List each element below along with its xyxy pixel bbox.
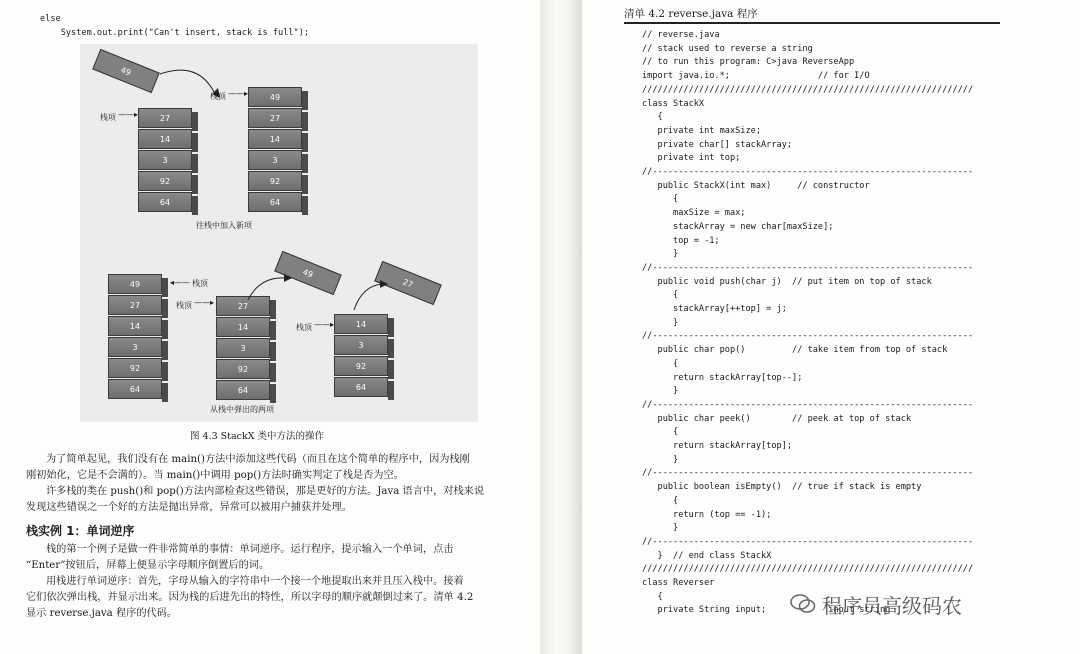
- section-heading: 栈实例 1：单词逆序: [26, 524, 135, 538]
- push-caption: 往栈中加入新项: [196, 221, 252, 230]
- stack-item: 14: [108, 316, 162, 336]
- code-line: // to run this program: C>java ReverseApp: [642, 57, 855, 68]
- push-arrow-icon: [140, 56, 230, 116]
- code-line: return stackArray[top--];: [642, 372, 803, 383]
- stack-item: 14: [216, 317, 270, 337]
- code-line: }: [642, 523, 679, 534]
- pointer-arrow-icon: ——▸: [228, 89, 249, 98]
- wechat-icon: [790, 594, 816, 614]
- code-line: {: [642, 112, 663, 123]
- pop-arrow-icon: [348, 278, 398, 318]
- code-line: {: [642, 358, 679, 369]
- figure-caption: 图 4.3 StackX 类中方法的操作: [190, 431, 324, 442]
- code-line: {: [642, 194, 679, 205]
- stack-item: 49: [248, 87, 302, 107]
- code-line: class StackX: [642, 98, 705, 109]
- popped-item-block: 27: [374, 261, 442, 305]
- stack-item: 64: [334, 377, 388, 397]
- code-line: stackArray = new char[maxSize];: [642, 221, 834, 232]
- code-line: {: [642, 495, 679, 506]
- pop-arrow-icon: [240, 270, 300, 310]
- right-page: [582, 0, 1080, 654]
- stack-item: 27: [216, 296, 270, 316]
- code-line: {: [642, 290, 679, 301]
- stack-item: 14: [248, 129, 302, 149]
- pointer-arrow-icon: ◂——: [170, 278, 191, 287]
- watermark: 程序员高级码农: [822, 594, 962, 618]
- top-pointer-label: 栈顶: [296, 323, 312, 332]
- code-line: public char pop() // take item from top of stack: [642, 345, 948, 356]
- code-line: //--------------------------------------------------------------: [642, 536, 974, 547]
- code-line: return stackArray[top];: [642, 441, 793, 451]
- code-line: private int top;: [642, 153, 741, 164]
- stack-item: 27: [108, 295, 162, 315]
- code-line: } // end class StackX: [642, 550, 772, 561]
- paragraph-line: 为了简单起见，我们没有在 main()方法中添加这些代码（而且在这个简单的程序中，因为栈刚: [46, 454, 470, 465]
- pop-caption: 从栈中弹出的两项: [210, 405, 274, 414]
- pointer-arrow-icon: ——▸: [314, 320, 335, 329]
- code-line: }: [642, 317, 679, 328]
- paragraph-line: 它们依次弹出栈，并显示出来。因为栈的后进先出的特性，所以字母的顺序就颠倒过来了。清单 4.2: [26, 592, 474, 603]
- stack-item: 27: [138, 108, 192, 128]
- code-line: }: [642, 249, 679, 260]
- code-line: //--------------------------------------------------------------: [642, 167, 974, 177]
- code-line: //--------------------------------------------------------------: [642, 468, 974, 479]
- code-line: private String input; input string: [642, 605, 891, 616]
- stack-item: 14: [138, 129, 192, 149]
- code-line: stackArray[++top] = j;: [642, 304, 787, 314]
- code-line: ////////////////////////////////////////////////////////////////: [642, 564, 974, 575]
- stack-item: 64: [108, 379, 162, 399]
- code-line: public void push(char j) // put item on top of stack: [642, 276, 932, 287]
- top-pointer-label: 栈顶: [176, 301, 192, 310]
- code-line: }: [642, 386, 679, 397]
- code-line: maxSize = max;: [642, 208, 746, 219]
- stack-item: 64: [216, 380, 270, 400]
- stack-item: 92: [248, 171, 302, 191]
- code-line: System.out.print("Can't insert, stack is full");: [40, 28, 310, 38]
- code-line: else: [40, 14, 61, 24]
- code-line: //--------------------------------------------------------------: [642, 262, 974, 273]
- top-pointer-label: 栈顶: [210, 92, 226, 101]
- new-item-block: 49: [92, 49, 160, 93]
- code-line: private int maxSize;: [642, 125, 761, 136]
- pointer-arrow-icon: ——▸: [118, 110, 139, 119]
- code-line: public boolean isEmpty() // true if stack is empty: [642, 482, 922, 493]
- top-pointer-label: 栈项: [100, 113, 116, 122]
- stack-item: 49: [108, 274, 162, 294]
- paragraph-line: 发现这些错误之一个好的方法是抛出异常，异常可以被用户捕获并处理。: [26, 502, 352, 513]
- stack-item: 27: [248, 108, 302, 128]
- paragraph-line: 栈的第一个例子是做一件非常简单的事情：单词逆序。运行程序，提示输入一个单词，点击: [46, 544, 454, 555]
- stack-item: 3: [334, 335, 388, 355]
- code-line: // reverse.java: [642, 30, 720, 40]
- code-line: public StackX(int max) // constructor: [642, 180, 870, 191]
- code-line: }: [642, 454, 679, 465]
- code-line: //--------------------------------------------------------------: [642, 399, 974, 410]
- stack-item: 64: [248, 192, 302, 212]
- paragraph-line: 用栈进行单词逆序：首先，字母从输入的字符串中一个接一个地提取出来并且压入栈中。接着: [46, 576, 464, 587]
- stack-item: 3: [108, 337, 162, 357]
- code-line: // stack used to reverse a string: [642, 43, 813, 54]
- stack-item: 92: [108, 358, 162, 378]
- paragraph-line: 许多栈的类在 push()和 pop()方法内部检查这些错误，那是更好的方法。Java 语言中，对栈来说: [46, 486, 485, 497]
- paragraph-line: 刚初始化，它是不会满的）。当 main()中调用 pop()方法时确实判定了栈是否为空。: [26, 470, 404, 481]
- top-pointer-label: 栈顶: [192, 279, 208, 288]
- paragraph-line: “Enter”按钮后，屏幕上便显示字母顺序倒置后的词。: [26, 560, 270, 571]
- stack-item: 92: [334, 356, 388, 376]
- stack-item: 3: [248, 150, 302, 170]
- stack-figure: [80, 44, 478, 422]
- code-line: class Reverser: [642, 578, 715, 588]
- code-line: //--------------------------------------------------------------: [642, 331, 974, 342]
- stack-item: 92: [216, 359, 270, 379]
- stack-item: 64: [138, 192, 192, 212]
- code-line: ////////////////////////////////////////////////////////////////: [642, 84, 974, 95]
- code-line: top = -1;: [642, 235, 720, 246]
- stack-item: 3: [216, 338, 270, 358]
- code-line: public char peek() // peek at top of stack: [642, 413, 912, 424]
- code-line: {: [642, 591, 663, 602]
- pointer-arrow-icon: ——▸: [194, 298, 215, 307]
- code-snippet-top: [40, 14, 310, 54]
- stack-item: 92: [138, 171, 192, 191]
- stack-item: 14: [334, 314, 388, 334]
- title-rule: [624, 22, 1000, 24]
- code-line: private char[] stackArray;: [642, 139, 793, 150]
- paragraph-line: 显示 reverse.java 程序的代码。: [26, 608, 178, 619]
- code-line: return (top == -1);: [642, 509, 772, 520]
- code-line: import java.io.*; // for I/O: [642, 71, 870, 82]
- book-gutter: [540, 0, 582, 654]
- code-line: {: [642, 427, 679, 438]
- listing-title: 清单 4.2 reverse.java 程序: [624, 8, 758, 20]
- stack-item: 3: [138, 150, 192, 170]
- popped-item-block: 49: [274, 251, 342, 295]
